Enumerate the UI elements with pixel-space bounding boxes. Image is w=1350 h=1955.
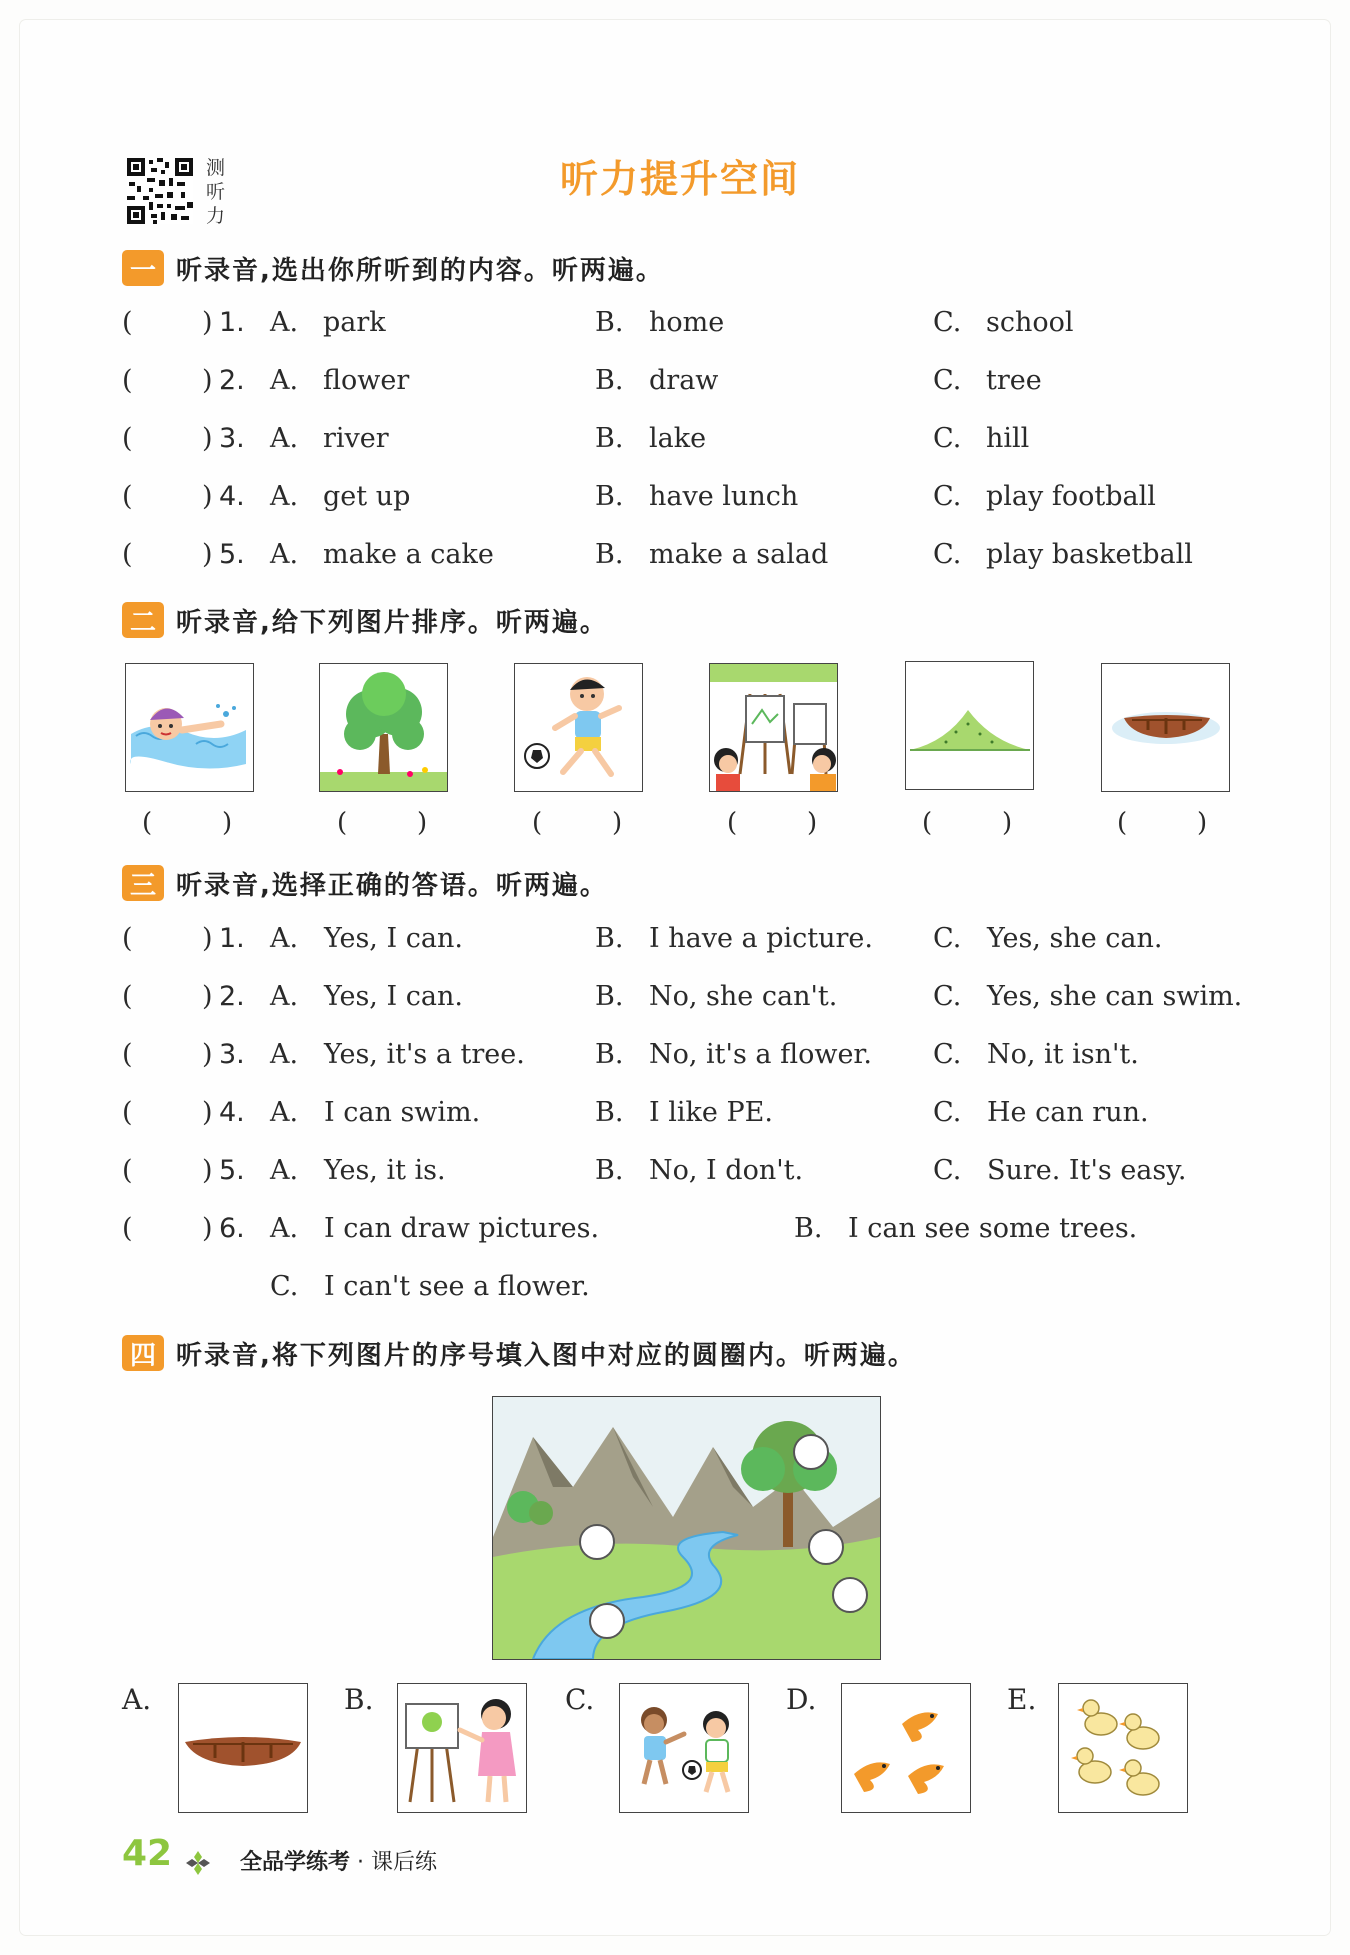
question-number: 2. — [219, 981, 245, 1012]
answer-paren-open: ( — [122, 481, 133, 512]
option-letter-b: B. — [595, 1039, 624, 1070]
option-c: hill — [986, 423, 1030, 454]
option-b: No, it's a flower. — [649, 1039, 872, 1070]
option-letter-a: A. — [270, 481, 299, 512]
birds-option-picture — [841, 1683, 971, 1813]
question-row — [122, 481, 1252, 521]
diamond-ornament-icon — [184, 1849, 212, 1877]
option-c: Sure. It's easy. — [987, 1155, 1187, 1186]
option-c: tree — [986, 365, 1042, 396]
option-a: I can draw pictures. — [324, 1213, 600, 1244]
option-letter-c: C. — [933, 1039, 962, 1070]
question-number: 3. — [219, 423, 245, 454]
option-a: Yes, I can. — [324, 981, 463, 1012]
option-b: I can see some trees. — [848, 1213, 1138, 1244]
section-1-header — [122, 248, 664, 288]
option-a: Yes, I can. — [324, 923, 463, 954]
tree-picture — [319, 663, 448, 792]
ducks-option-picture — [1058, 1683, 1188, 1813]
qr-code-icon[interactable] — [127, 158, 193, 224]
section-instruction: 听录音,选择正确的答语。听两遍。 — [176, 870, 608, 901]
option-letter-c: C. — [933, 1097, 962, 1128]
answer-paren-close: ) — [202, 1039, 213, 1070]
option-b: I have a picture. — [649, 923, 873, 954]
option-letter-c: C. — [933, 539, 962, 570]
question-row — [122, 1155, 1252, 1195]
option-letter-b: B. — [595, 481, 624, 512]
question-row-continued — [122, 1271, 1252, 1311]
landscape-scene-picture — [492, 1396, 881, 1660]
brand-subtitle: 课后练 — [371, 1850, 438, 1875]
option-letter-c: C. — [933, 1155, 962, 1186]
option-b: home — [649, 307, 725, 338]
option-letter-c: C. — [933, 307, 962, 338]
answer-paren-close: ) — [202, 423, 213, 454]
question-number: 5. — [219, 539, 245, 570]
option-letter-a: A. — [270, 1155, 299, 1186]
option-letter-d: D. — [786, 1683, 817, 1716]
brand-separator: · — [357, 1850, 365, 1875]
option-letter-a: A. — [270, 365, 299, 396]
answer-paren-close: ) — [612, 808, 623, 838]
answer-paren-close: ) — [807, 808, 818, 838]
answer-paren-open: ( — [532, 808, 543, 838]
question-number: 1. — [219, 923, 245, 954]
option-b: have lunch — [649, 481, 799, 512]
section-badge: 二 — [122, 602, 164, 638]
answer-paren-close: ) — [202, 1155, 213, 1186]
answer-paren-open: ( — [922, 808, 933, 838]
question-number: 4. — [219, 1097, 245, 1128]
answer-paren-open: ( — [122, 1213, 133, 1244]
answer-paren-open: ( — [122, 1155, 133, 1186]
boat-picture — [1101, 663, 1230, 792]
answer-paren-open: ( — [122, 923, 133, 954]
answer-paren-open: ( — [122, 423, 133, 454]
option-letter-a: A. — [270, 923, 299, 954]
option-letter-b: B. — [595, 1097, 624, 1128]
option-letter-b: B. — [595, 923, 624, 954]
option-c: play football — [986, 481, 1156, 512]
option-letter-b: B. — [595, 539, 624, 570]
section-badge: 四 — [122, 1335, 164, 1371]
question-row — [122, 1039, 1252, 1079]
option-letter-e: E. — [1007, 1683, 1037, 1716]
question-row — [122, 923, 1252, 963]
option-letter-b: B. — [595, 981, 624, 1012]
option-c: school — [986, 307, 1074, 338]
option-b: No, I don't. — [649, 1155, 804, 1186]
answer-paren-close: ) — [202, 365, 213, 396]
option-c: I can't see a flower. — [324, 1271, 590, 1302]
answer-paren-close: ) — [417, 808, 428, 838]
question-number: 3. — [219, 1039, 245, 1070]
option-letter-c: C. — [933, 923, 962, 954]
answer-paren-open: ( — [727, 808, 738, 838]
page-number: 42 — [122, 1833, 173, 1874]
answer-paren-open: ( — [142, 808, 153, 838]
option-c: No, it isn't. — [987, 1039, 1139, 1070]
answer-paren-open: ( — [122, 307, 133, 338]
hill-picture — [905, 661, 1034, 790]
option-letter-c: C. — [565, 1683, 595, 1716]
option-b: I like PE. — [649, 1097, 773, 1128]
brand-name: 全品学练考 — [240, 1850, 351, 1875]
answer-paren-close: ) — [202, 923, 213, 954]
question-row — [122, 981, 1252, 1021]
option-b: No, she can't. — [649, 981, 838, 1012]
option-letter-b: B. — [595, 423, 624, 454]
answer-paren-open: ( — [122, 539, 133, 570]
answer-paren-close: ) — [1002, 808, 1013, 838]
option-letter-a: A. — [270, 307, 299, 338]
question-number: 6. — [219, 1213, 245, 1244]
page-title: 听力提升空间 — [559, 157, 800, 201]
section-4-header — [122, 1333, 916, 1373]
question-row — [122, 365, 1252, 405]
option-a: Yes, it is. — [324, 1155, 446, 1186]
option-letter-c: C. — [933, 981, 962, 1012]
answer-paren-open: ( — [1117, 808, 1128, 838]
option-a: I can swim. — [324, 1097, 481, 1128]
question-number: 1. — [219, 307, 245, 338]
option-b: draw — [649, 365, 719, 396]
boy-playing-football-picture — [514, 663, 643, 792]
option-letter-b: B. — [595, 1155, 624, 1186]
question-row — [122, 307, 1252, 347]
option-letter-c: C. — [270, 1271, 299, 1302]
girl-painting-option-picture — [397, 1683, 527, 1813]
option-c: Yes, she can. — [987, 923, 1163, 954]
option-letter-c: C. — [933, 365, 962, 396]
answer-paren-close: ) — [222, 808, 233, 838]
answer-paren-close: ) — [202, 1097, 213, 1128]
question-number: 5. — [219, 1155, 245, 1186]
section-3-header — [122, 863, 608, 903]
option-letter-a: A. — [122, 1683, 152, 1716]
option-b: lake — [649, 423, 707, 454]
option-letter-a: A. — [270, 539, 299, 570]
option-c: play basketball — [986, 539, 1193, 570]
option-a: get up — [323, 481, 411, 512]
question-number: 2. — [219, 365, 245, 396]
section-instruction: 听录音,将下列图片的序号填入图中对应的圆圈内。听两遍。 — [176, 1340, 916, 1371]
swimming-boy-picture — [125, 663, 254, 792]
option-a: flower — [323, 365, 410, 396]
answer-paren-open: ( — [122, 981, 133, 1012]
answer-paren-close: ) — [202, 981, 213, 1012]
answer-paren-close: ) — [202, 1213, 213, 1244]
option-letter-a: A. — [270, 1213, 299, 1244]
answer-paren-close: ) — [1197, 808, 1208, 838]
boat-option-picture — [178, 1683, 308, 1813]
footer-brand — [240, 1845, 437, 1876]
question-row — [122, 423, 1252, 463]
qr-label: 测听力 — [206, 157, 226, 227]
option-b: make a salad — [649, 539, 829, 570]
option-letter-b: B. — [595, 307, 624, 338]
option-c: He can run. — [987, 1097, 1149, 1128]
section-instruction: 听录音,给下列图片排序。听两遍。 — [176, 607, 608, 638]
section-badge: 一 — [122, 250, 164, 286]
question-row — [122, 539, 1252, 579]
question-row — [122, 1213, 1252, 1253]
answer-paren-close: ) — [202, 481, 213, 512]
question-row — [122, 1097, 1252, 1137]
option-a: make a cake — [323, 539, 494, 570]
section-badge: 三 — [122, 865, 164, 901]
answer-paren-open: ( — [122, 1039, 133, 1070]
option-a: Yes, it's a tree. — [324, 1039, 525, 1070]
section-instruction: 听录音,选出你所听到的内容。听两遍。 — [176, 255, 664, 286]
answer-paren-open: ( — [122, 365, 133, 396]
option-letter-b: B. — [794, 1213, 823, 1244]
boys-playing-football-option-picture — [619, 1683, 749, 1813]
option-letter-a: A. — [270, 981, 299, 1012]
option-a: park — [323, 307, 386, 338]
option-letter-a: A. — [270, 1039, 299, 1070]
option-a: river — [323, 423, 389, 454]
option-c: Yes, she can swim. — [987, 981, 1243, 1012]
option-letter-c: C. — [933, 481, 962, 512]
option-letter-c: C. — [933, 423, 962, 454]
answer-paren-open: ( — [122, 1097, 133, 1128]
answer-paren-close: ) — [202, 307, 213, 338]
answer-paren-open: ( — [337, 808, 348, 838]
option-letter-b: B. — [595, 365, 624, 396]
section-2-header — [122, 600, 608, 640]
question-number: 4. — [219, 481, 245, 512]
option-letter-a: A. — [270, 1097, 299, 1128]
answer-paren-close: ) — [202, 539, 213, 570]
children-drawing-picture — [709, 663, 838, 792]
option-letter-a: A. — [270, 423, 299, 454]
option-letter-b: B. — [344, 1683, 374, 1716]
